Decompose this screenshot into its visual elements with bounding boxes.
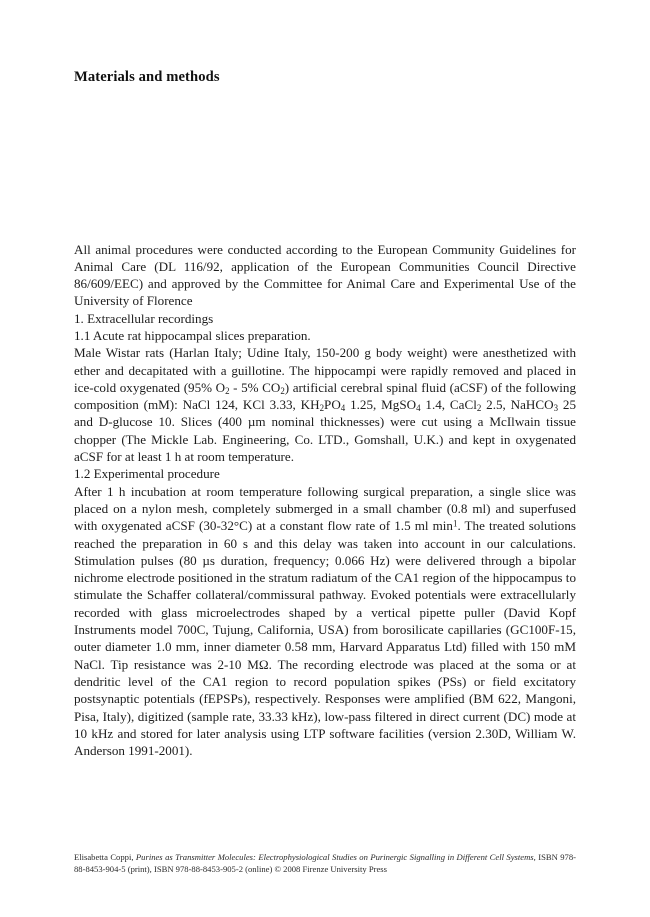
procedure-text-part-2: . The treated solutions reached the preparation in 60 s and this delay was taken into account in our calculations. Stimulation pulses (80 µs duration, frequency; 0.066 Hz) were delivered through a bipolar nichrome electrode positioned in the stratum radiatum of the CA1 region of the hippocampus to stimulate the Schaffer collateral/commissural pathway. Evoked potentials were extracellularly recorded with glass microelectrodes shaped by a vertical pipette puller (David Kopf Instruments model 700C, Tujung, California, USA) from borosilicate capillaries (GC100F-15, outer diameter 1.0 mm, inner diameter 0.58 mm, Harvard Apparatus Ltd) filled with 150 mM NaCl. Tip resistance was 2-10 MΩ. The recording electrode was placed at the soma or at dendritic level of the CA1 region to record population spikes (PSs) or field excitatory postsynaptic potentials (fEPSPs), respectively. Responses were amplified (BM 622, Mangoni, Pisa, Italy), digitized (sample rate, 33.33 kHz), low-pass filtered in direct current (DC) mode at 10 kHz and stored for later analysis using LTP software facilities (version 2.30D, William W. Anderson 1991-2001).	[74, 518, 576, 759]
page-title: Materials and methods	[74, 69, 220, 85]
footer-isbn: , ISBN 978-88-8453-904-5 (print), ISBN 978-88-8453-905-2 (online) © 2008 Firenze University Press	[74, 852, 577, 874]
procedure-text-part-1: After 1 h incubation at room temperature following surgical preparation, a single slice was placed on a nylon mesh, completely submerged in a small chamber (0.8 ml) and superfused with oxygenated aCSF (30-32°C) at a constant flow rate of 1.5 ml min	[74, 483, 576, 534]
subscript-kh2po4-o: 4	[340, 403, 346, 414]
slice-text-part-5: 1.25, MgSO	[345, 397, 417, 413]
page-content-column	[74, 0, 576, 759]
slice-text-part-4: PO	[324, 397, 341, 413]
subscript-nahco3: 3	[553, 403, 559, 414]
footer-author: Elisabetta Coppi,	[74, 852, 136, 862]
heading-section-1-1: 1.1 Acute rat hippocampal slices preparation.	[74, 327, 311, 343]
slice-text-part-6: 1.4, CaCl	[420, 397, 477, 413]
slice-text-part-1: Male Wistar rats (Harlan Italy; Udine Italy, 150-200 g body weight) were anesthetized with ether and decapitated with a guillotine. The hippocampi were rapidly removed and placed in ice-cold oxygenated (95% O	[74, 345, 576, 395]
subscript-o2: 2	[225, 385, 230, 396]
subscript-mgso4: 4	[416, 403, 421, 414]
paragraph-ethics-statement: All animal procedures were conducted according to the European Community Guidelines for Animal Care (DL 116/92, application of the European Communities Council Directive 86/609/EEC) and approved by the Committee for Animal Care and Experimental Use of the University of Florence	[74, 241, 576, 309]
paragraph-experimental-procedure	[74, 483, 576, 760]
slice-text-part-8: 25 and D-glucose 10. Slices (400 µm nominal thicknesses) were cut using a McIlwain tissue chopper (The Mickle Lab. Engineering, Co. LTD., Gomshall, U.K.) and kept in oxygenated aCSF for at least 1 h at room temperature.	[74, 397, 576, 465]
heading-section-1-2: 1.2 Experimental procedure	[74, 466, 220, 482]
footer-citation	[74, 852, 576, 875]
body-text-block	[74, 241, 576, 760]
superscript-minute-inverse: 1	[452, 518, 458, 529]
slice-text-part-7: 2.5, NaHCO	[481, 397, 554, 413]
subscript-cacl2: 2	[476, 403, 482, 414]
footer-work-title: Purines as Transmitter Molecules: Electrophysiological Studies on Purinergic Signalling in Different Cell Systems	[135, 852, 534, 862]
subscript-kh2po4-h: 2	[319, 403, 325, 414]
slice-text-part-3: ) artificial cerebral spinal fluid (aCSF) of the following composition (mM): NaCl 124, KCl 3.33, KH	[74, 379, 577, 413]
heading-section-1: 1. Extracellular recordings	[74, 310, 214, 326]
paragraph-slice-preparation	[74, 344, 576, 465]
slice-text-part-2: - 5% CO	[229, 379, 281, 395]
subscript-co2: 2	[280, 385, 285, 396]
